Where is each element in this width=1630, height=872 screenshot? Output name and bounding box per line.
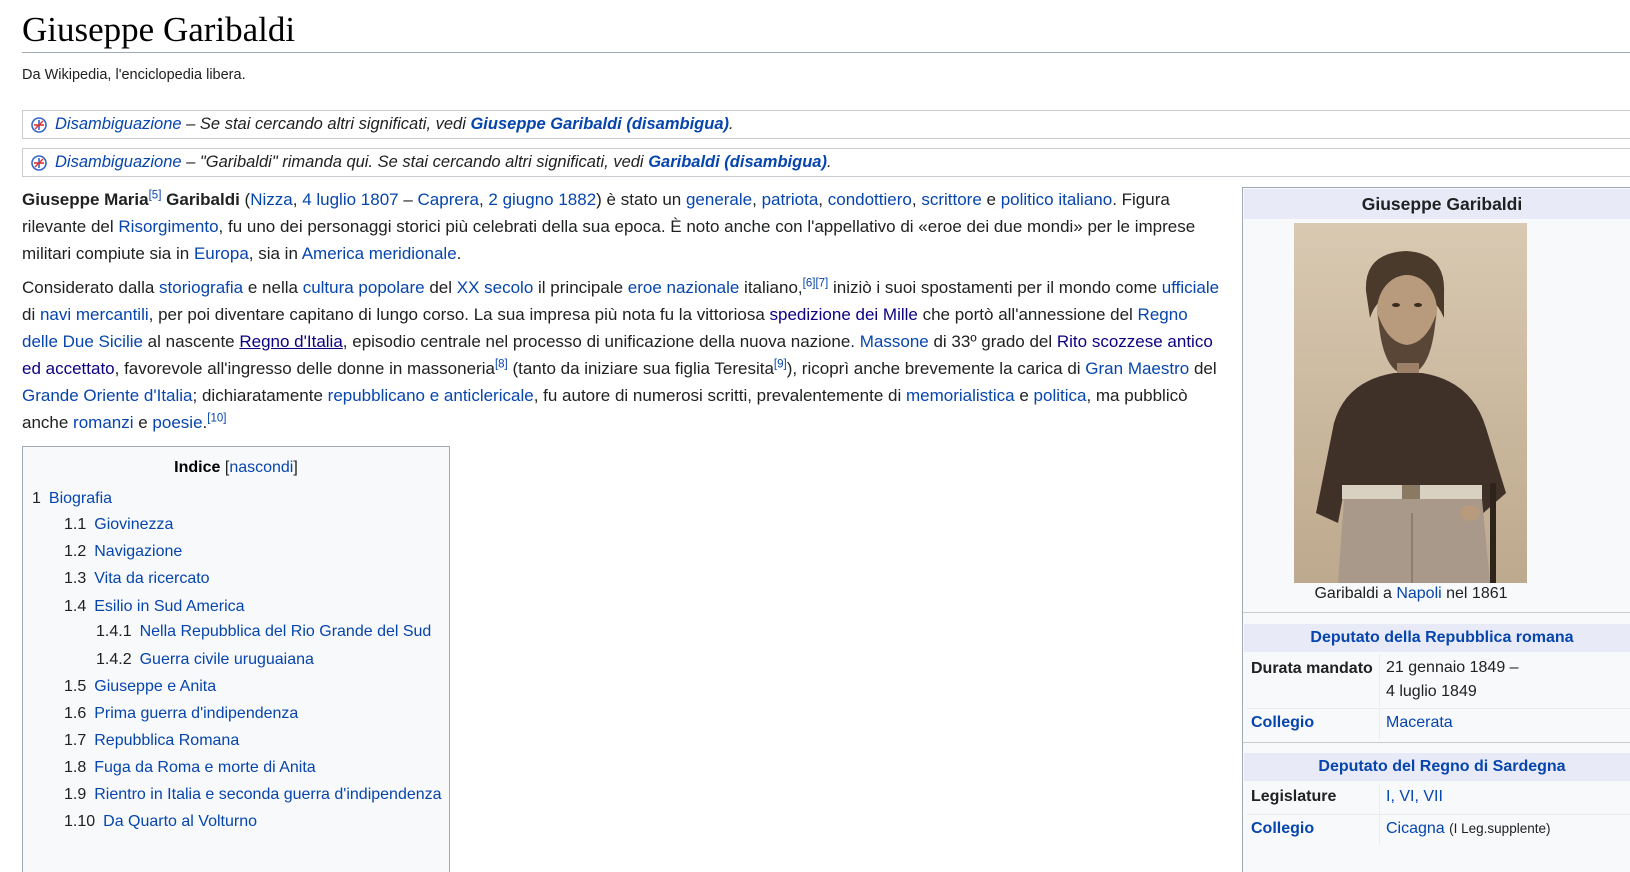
link-poesie[interactable]: poesie xyxy=(152,413,203,432)
text: , favorevole all'ingresso delle donne in massoneria xyxy=(114,359,495,378)
toc-item[interactable] xyxy=(96,650,314,670)
toc-number: 1.6 xyxy=(64,705,87,722)
toc-link[interactable]: Prima guerra d'indipendenza xyxy=(94,705,299,722)
durata-end: 4 luglio 1849 xyxy=(1386,683,1477,700)
row-divider xyxy=(1379,784,1380,814)
toc-number: 1.4.2 xyxy=(96,651,132,668)
text: (tanto da iniziare sua figlia Teresita xyxy=(507,359,774,378)
row-label-link[interactable]: Collegio xyxy=(1251,714,1315,731)
link-europa[interactable]: Europa xyxy=(193,244,249,263)
link-storiografia[interactable]: storiografia xyxy=(159,278,244,297)
site-tagline: Da Wikipedia, l'enciclopedia libera. xyxy=(22,67,246,83)
text: . xyxy=(456,244,462,263)
row-label: Legislature xyxy=(1251,788,1337,805)
toc-number: 1.9 xyxy=(64,786,87,803)
infobox-row-collegio xyxy=(1244,709,1630,739)
hatnote-target-link[interactable]: Garibaldi (disambigua) xyxy=(648,153,827,171)
hatnote-disambiguation-link[interactable]: Disambiguazione xyxy=(55,115,182,133)
toc-item[interactable] xyxy=(64,785,442,805)
citation-link[interactable]: [10] xyxy=(207,412,227,425)
link-scrittore[interactable]: scrittore xyxy=(921,190,982,209)
link-patriota[interactable]: patriota xyxy=(761,190,819,209)
text: , xyxy=(818,190,828,209)
toc-link[interactable]: Guerra civile uruguaiana xyxy=(139,651,314,668)
text: del xyxy=(1189,359,1217,378)
toc-item[interactable] xyxy=(64,515,173,535)
link-grande-oriente[interactable]: Grande Oriente d'Italia xyxy=(22,386,193,405)
row-label-link[interactable]: Collegio xyxy=(1251,820,1315,837)
toc-link[interactable]: Biografia xyxy=(48,490,113,507)
link-regno-italia[interactable]: Regno d'Italia xyxy=(239,332,343,351)
table-of-contents xyxy=(22,446,450,872)
text: – xyxy=(398,190,418,209)
toc-toggle-close: ] xyxy=(293,459,298,476)
toc-link[interactable]: Repubblica Romana xyxy=(94,732,240,749)
link-america[interactable]: America meridionale xyxy=(301,244,457,263)
infobox-section-header xyxy=(1244,624,1630,652)
lead-paragraph-2 xyxy=(22,274,1222,436)
toc-item[interactable] xyxy=(64,731,239,751)
infobox-row-durata xyxy=(1244,654,1630,706)
toc-number: 1.1 xyxy=(64,516,87,533)
toc-toggle-open: [ xyxy=(224,459,230,476)
toc-title: Indice xyxy=(174,459,221,476)
link-cultura[interactable]: cultura popolare xyxy=(302,278,425,297)
toc-number: 1.5 xyxy=(64,678,87,695)
text: ( xyxy=(239,190,251,209)
toc-link[interactable]: Fuga da Roma e morte di Anita xyxy=(94,759,316,776)
hatnote-text: – Se stai cercando altri significati, vedi xyxy=(181,115,471,133)
hatnote-text: – "Garibaldi" rimanda qui. Se stai cercando altri significati, vedi xyxy=(181,153,649,171)
link-eroe[interactable]: eroe nazionale xyxy=(627,278,740,297)
hatnote-end: . xyxy=(826,153,832,171)
link-politico[interactable]: politico italiano xyxy=(1000,190,1113,209)
toc-number: 1.3 xyxy=(64,570,87,587)
toc-item[interactable] xyxy=(64,542,182,562)
caption-text: Garibaldi a xyxy=(1314,585,1397,602)
infobox-separator xyxy=(1243,742,1630,743)
text: e xyxy=(133,413,153,432)
row-note: (I Leg.supplente) xyxy=(1449,821,1551,836)
infobox-row-legislature xyxy=(1244,784,1630,814)
text: e xyxy=(1014,386,1034,405)
toc-number: 1.8 xyxy=(64,759,87,776)
row-value xyxy=(1386,817,1550,841)
toc-item[interactable] xyxy=(64,758,316,778)
toc-item[interactable] xyxy=(64,597,245,617)
link-repubblicano[interactable]: repubblicano e anticlericale xyxy=(327,386,534,405)
portrait-illustration xyxy=(1294,223,1527,583)
toc-link[interactable]: Nella Repubblica del Rio Grande del Sud xyxy=(139,623,432,640)
toc-item[interactable] xyxy=(64,812,257,832)
text: , sia in xyxy=(248,244,302,263)
row-divider xyxy=(1379,654,1380,706)
page-title: Giuseppe Garibaldi xyxy=(22,10,296,49)
link-politica[interactable]: politica xyxy=(1033,386,1087,405)
toc-link[interactable]: Vita da ricercato xyxy=(94,570,210,587)
text: . Figura rilevante del xyxy=(22,190,1170,236)
link-regno-due-sicilie[interactable]: Regno delle Due Sicilie xyxy=(22,305,1188,351)
toc-number: 1.4 xyxy=(64,598,87,615)
toc-item[interactable] xyxy=(64,569,210,589)
text: al nascente xyxy=(142,332,240,351)
text: italiano, xyxy=(739,278,803,297)
toc-item[interactable] xyxy=(64,704,298,724)
text: , per poi diventare capitano di lungo corso. La sua impresa più nota fu la vittoriosa xyxy=(148,305,770,324)
caption-text: nel 1861 xyxy=(1441,585,1508,602)
infobox-separator xyxy=(1243,612,1630,613)
row-divider xyxy=(1379,815,1380,845)
text: . xyxy=(202,413,208,432)
toc-link[interactable]: Giovinezza xyxy=(94,516,174,533)
toc-number: 1 xyxy=(32,490,41,507)
link-ufficiale[interactable]: ufficiale xyxy=(1161,278,1220,297)
link-birth-date[interactable]: 4 luglio 1807 xyxy=(302,190,399,209)
row-value xyxy=(1386,656,1519,704)
toc-item[interactable] xyxy=(64,677,216,697)
row-value-link[interactable]: I, VI, VII xyxy=(1386,788,1443,805)
toc-link[interactable]: Da Quarto al Volturno xyxy=(103,813,258,830)
link-death-date[interactable]: 2 giugno 1882 xyxy=(488,190,597,209)
infobox-title: Giuseppe Garibaldi xyxy=(1244,189,1630,219)
link-mille[interactable]: spedizione dei Mille xyxy=(769,305,918,324)
text: , xyxy=(752,190,762,209)
infobox xyxy=(1242,187,1630,872)
text: il principale xyxy=(533,278,628,297)
text: , xyxy=(478,190,489,209)
toc-header xyxy=(23,459,449,477)
toc-hide-toggle[interactable]: nascondi xyxy=(229,459,294,476)
title-divider xyxy=(22,52,1630,53)
toc-item[interactable] xyxy=(96,622,431,642)
text: , episodio centrale nel processo di unificazione della nuova nazione. xyxy=(342,332,860,351)
text: di 33º grado del xyxy=(928,332,1057,351)
hatnote-disambiguation-link[interactable]: Disambiguazione xyxy=(55,153,182,171)
link-memorialistica[interactable]: memorialistica xyxy=(905,386,1015,405)
text: e nella xyxy=(243,278,303,297)
subject-surname: Garibaldi xyxy=(166,190,240,209)
link-secolo[interactable]: XX secolo xyxy=(456,278,534,297)
text: , xyxy=(911,190,922,209)
row-value-link[interactable]: Macerata xyxy=(1386,714,1453,731)
link-navi[interactable]: navi mercantili xyxy=(39,305,149,324)
caption-link-napoli[interactable]: Napoli xyxy=(1396,585,1442,602)
toc-item[interactable] xyxy=(32,489,112,509)
citation-link[interactable]: [9] xyxy=(773,358,787,371)
link-romanzi[interactable]: romanzi xyxy=(73,413,134,432)
hatnote-disambiguation-1 xyxy=(22,110,1630,139)
citation-link[interactable]: [6][7] xyxy=(802,277,829,290)
text: , xyxy=(292,190,303,209)
portrait-caption xyxy=(1243,585,1579,603)
link-generale[interactable]: generale xyxy=(685,190,753,209)
disambiguation-icon xyxy=(31,155,47,171)
subject-name: Giuseppe Maria xyxy=(22,190,149,209)
link-risorgimento[interactable]: Risorgimento xyxy=(118,217,219,236)
text: Considerato dalla xyxy=(22,278,160,297)
link-rito[interactable]: Rito scozzese antico ed accettato xyxy=(22,332,1213,378)
text: , fu autore di numerosi scritti, prevalentemente di xyxy=(533,386,906,405)
text: e xyxy=(981,190,1001,209)
citation-link[interactable]: [5] xyxy=(148,189,162,202)
hatnote-disambiguation-2 xyxy=(22,148,1630,177)
toc-link[interactable]: Rientro in Italia e seconda guerra d'indipendenza xyxy=(94,786,442,803)
durata-start: 21 gennaio 1849 – xyxy=(1386,659,1519,676)
disambiguation-icon xyxy=(31,117,47,133)
section-link-regno-sardegna[interactable]: Deputato del Regno di Sardegna xyxy=(1318,758,1566,775)
text: , ma pubblicò anche xyxy=(22,386,1188,432)
link-massone[interactable]: Massone xyxy=(859,332,929,351)
link-condottiero[interactable]: condottiero xyxy=(827,190,912,209)
portrait-image[interactable] xyxy=(1294,223,1527,583)
row-value-link[interactable]: Cicagna xyxy=(1386,820,1445,837)
toc-number: 1.2 xyxy=(64,543,87,560)
text: iniziò i suoi spostamenti per il mondo come xyxy=(828,278,1162,297)
text: che portò all'annessione del xyxy=(917,305,1138,324)
text: , fu uno dei personaggi storici più celebrati della sua epoca. È noto anche con l'appellativo di «eroe dei due mondi» per le imprese militari compiute sia in xyxy=(22,217,1196,263)
text: ; dichiaratamente xyxy=(192,386,328,405)
section-link-repubblica-romana[interactable]: Deputato della Repubblica romana xyxy=(1310,629,1574,646)
infobox-section-header xyxy=(1244,753,1630,781)
toc-number: 1.4.1 xyxy=(96,623,132,640)
link-gran-maestro[interactable]: Gran Maestro xyxy=(1085,359,1190,378)
link-nizza[interactable]: Nizza xyxy=(250,190,293,209)
toc-link[interactable]: Esilio in Sud America xyxy=(94,598,245,615)
hatnote-end: . xyxy=(729,115,734,133)
row-divider xyxy=(1379,709,1380,739)
text: ) è stato un xyxy=(596,190,686,209)
lead-paragraph-1 xyxy=(22,186,1222,267)
toc-link[interactable]: Navigazione xyxy=(94,543,183,560)
text: di xyxy=(22,305,40,324)
toc-number: 1.7 xyxy=(64,732,87,749)
link-caprera[interactable]: Caprera xyxy=(417,190,479,209)
toc-link[interactable]: Giuseppe e Anita xyxy=(94,678,217,695)
citation-link[interactable]: [8] xyxy=(494,358,508,371)
text: del xyxy=(424,278,457,297)
row-label: Durata mandato xyxy=(1251,660,1373,677)
toc-number: 1.10 xyxy=(64,813,96,830)
hatnote-target-link[interactable]: Giuseppe Garibaldi (disambigua) xyxy=(470,115,730,133)
text: ), ricoprì anche brevemente la carica di xyxy=(786,359,1086,378)
infobox-row-collegio-2 xyxy=(1244,815,1630,845)
article-lead xyxy=(22,186,1222,443)
